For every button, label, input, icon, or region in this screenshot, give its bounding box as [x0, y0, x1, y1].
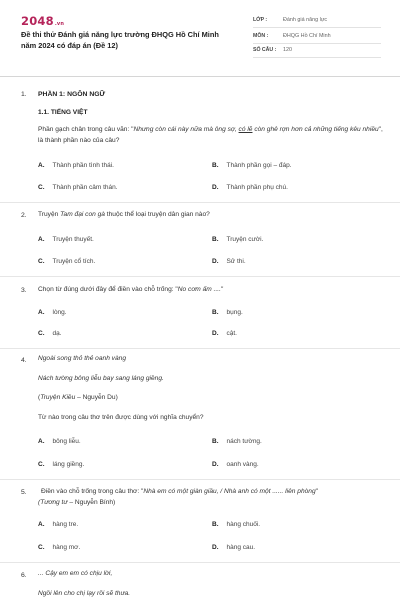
option-text: Thành phần phụ chú. — [226, 184, 288, 191]
q4-poem-line-2: Nách tường bông liễu bay sang láng giềng. — [38, 375, 164, 382]
option-text: bụng. — [226, 309, 243, 316]
question-divider — [0, 479, 400, 480]
q5-option-d[interactable] — [212, 544, 255, 551]
q4-option-d[interactable] — [212, 461, 259, 468]
option-letter: A. — [38, 162, 45, 169]
question-divider — [0, 276, 400, 277]
q2-option-b[interactable] — [212, 236, 263, 243]
q4-source-open: ( — [38, 394, 41, 401]
meta-count-value: 120 — [283, 47, 292, 53]
header-divider — [0, 76, 400, 77]
question-4-stem: Từ nào trong câu thơ trên được dùng với nghĩa chuyển? — [38, 414, 204, 421]
option-text: dạ. — [52, 330, 62, 337]
page-header — [0, 0, 400, 72]
part-number: 1. — [21, 91, 27, 98]
q5-option-c[interactable] — [38, 544, 80, 551]
q6-poem-line-1: ... Cậy em em có chịu lời, — [38, 570, 113, 577]
option-text: hàng chuối. — [226, 521, 261, 528]
option-letter: B. — [212, 162, 219, 169]
question-3-number: 3. — [21, 287, 27, 294]
q5-source-title: (Tương tư — [38, 499, 68, 506]
q4-option-a[interactable] — [38, 438, 81, 445]
option-letter: D. — [212, 258, 219, 265]
q2-option-c[interactable] — [38, 258, 95, 265]
option-text: Thành phần gọi – đáp. — [226, 162, 292, 169]
question-5-number: 5. — [21, 489, 27, 496]
q2-stem-pre: Truyện — [38, 211, 61, 218]
option-letter: C. — [38, 184, 45, 191]
q3-option-b[interactable] — [212, 309, 243, 316]
option-letter: B. — [212, 309, 219, 316]
option-letter: C. — [38, 258, 45, 265]
document-title: Đề thi thử Đánh giá năng lực trường ĐHQG Hồ Chí Minh năm 2024 có đáp án (Đề 12) — [21, 30, 219, 50]
q1-stem-post: ", là thành phần nào của câu? — [38, 126, 383, 144]
option-letter: D. — [212, 330, 219, 337]
section-title: 1.1. TIẾNG VIỆT — [38, 109, 88, 116]
q2-stem-post: thuộc thể loại truyện dân gian nào? — [104, 211, 210, 218]
option-text: Truyện thuyết. — [52, 236, 94, 243]
logo-suffix: .vn — [54, 21, 65, 27]
option-text: Thành phần cảm thán. — [52, 184, 118, 191]
q1-quote-a: Nhưng còn cái này nữa mà ông sợ, — [133, 126, 239, 133]
option-text: hàng tre. — [52, 521, 79, 528]
q1-option-a[interactable] — [38, 162, 114, 169]
q2-option-a[interactable] — [38, 236, 94, 243]
meta-class-value: Đánh giá năng lực — [283, 17, 328, 23]
question-2-number: 2. — [21, 212, 27, 219]
option-letter: D. — [212, 461, 219, 468]
q3-option-a[interactable] — [38, 309, 67, 316]
q1-option-d[interactable] — [212, 184, 288, 191]
q5-source-author: – Nguyễn Bính) — [67, 499, 116, 506]
q5-stem-post: " — [315, 488, 318, 495]
option-text: Thành phần tình thái. — [52, 162, 114, 169]
question-divider — [0, 562, 400, 563]
meta-subject-row — [253, 30, 381, 44]
meta-subject-key: MÔN : — [253, 33, 269, 39]
option-letter: D. — [212, 544, 219, 551]
q4-source — [38, 393, 383, 404]
q1-underlined: có lẽ — [238, 126, 253, 133]
option-letter: B. — [212, 438, 219, 445]
option-text: Sử thi. — [226, 258, 246, 265]
option-letter: C. — [38, 330, 45, 337]
q1-option-b[interactable] — [212, 162, 292, 169]
q2-stem-italic: Tam đại con gà — [60, 211, 105, 218]
option-text: nách tường. — [226, 438, 262, 445]
option-letter: C. — [38, 461, 45, 468]
question-4-number: 4. — [21, 357, 27, 364]
option-letter: B. — [212, 521, 219, 528]
option-letter: B. — [212, 236, 219, 243]
option-letter: A. — [38, 521, 45, 528]
q2-option-d[interactable] — [212, 258, 246, 265]
q5-option-a[interactable] — [38, 521, 78, 528]
option-text: bông liễu. — [52, 438, 81, 445]
option-text: Truyện cổ tích. — [52, 258, 96, 265]
question-divider — [0, 202, 400, 203]
option-letter: A. — [38, 309, 45, 316]
question-5-stem — [41, 487, 386, 498]
option-text: cật. — [226, 330, 237, 337]
option-text: Truyện cười. — [226, 236, 264, 243]
q3-stem-pre: Chọn từ đúng dưới đây để điền vào chỗ trống: " — [38, 286, 178, 293]
question-2-stem — [38, 210, 383, 221]
q1-option-c[interactable] — [38, 184, 118, 191]
q3-option-c[interactable] — [38, 330, 62, 337]
q3-stem-post: " — [220, 286, 224, 293]
option-text: láng giềng. — [52, 461, 85, 468]
q1-quote-b: còn ghê rợn hơn cả những tiếng kêu nhiều — [252, 126, 379, 133]
option-letter: A. — [38, 236, 45, 243]
question-6-number: 6. — [21, 572, 27, 579]
q5-source — [38, 498, 383, 509]
q6-poem-line-2: Ngồi lên cho chị lạy rồi sẽ thưa. — [38, 590, 131, 597]
option-letter: A. — [38, 438, 45, 445]
site-logo[interactable] — [21, 14, 64, 28]
option-text: oanh vàng. — [226, 461, 259, 468]
meta-count-key: SỐ CÂU : — [253, 47, 277, 53]
q5-option-b[interactable] — [212, 521, 260, 528]
q4-source-author: – Nguyễn Du) — [75, 394, 118, 401]
q4-poem-line-1: Ngoài song thỏ thẻ oanh vàng — [38, 355, 126, 362]
q1-stem-pre: Phần gạch chân trong câu văn: " — [38, 126, 134, 133]
meta-count-row — [253, 44, 381, 58]
meta-class-key: LỚP : — [253, 17, 268, 23]
option-text: lòng. — [52, 309, 67, 316]
q4-option-c[interactable] — [38, 461, 84, 468]
q3-option-d[interactable] — [212, 330, 237, 337]
meta-subject-value: ĐHQG Hồ Chí Minh — [283, 33, 331, 39]
q3-stem-italic: No cơm ấm .... — [177, 286, 221, 293]
logo-text: 2048 — [21, 14, 54, 28]
part-title: PHẦN 1: NGÔN NGỮ — [38, 91, 106, 98]
q5-stem-pre: Điền vào chỗ trống trong câu thơ: " — [41, 488, 144, 495]
q4-option-b[interactable] — [212, 438, 262, 445]
question-1-stem — [38, 125, 383, 146]
option-letter: C. — [38, 544, 45, 551]
q5-stem-italic: Nhà em có một giàn giầu, / Nhà anh có một ...... liên phòng — [143, 488, 316, 495]
option-text: hàng cau. — [226, 544, 256, 551]
question-3-stem — [38, 285, 383, 296]
q4-source-title: Truyện Kiều — [40, 394, 76, 401]
question-divider — [0, 348, 400, 349]
option-letter: D. — [212, 184, 219, 191]
option-text: hàng mơ. — [52, 544, 81, 551]
meta-class-row — [253, 14, 381, 28]
